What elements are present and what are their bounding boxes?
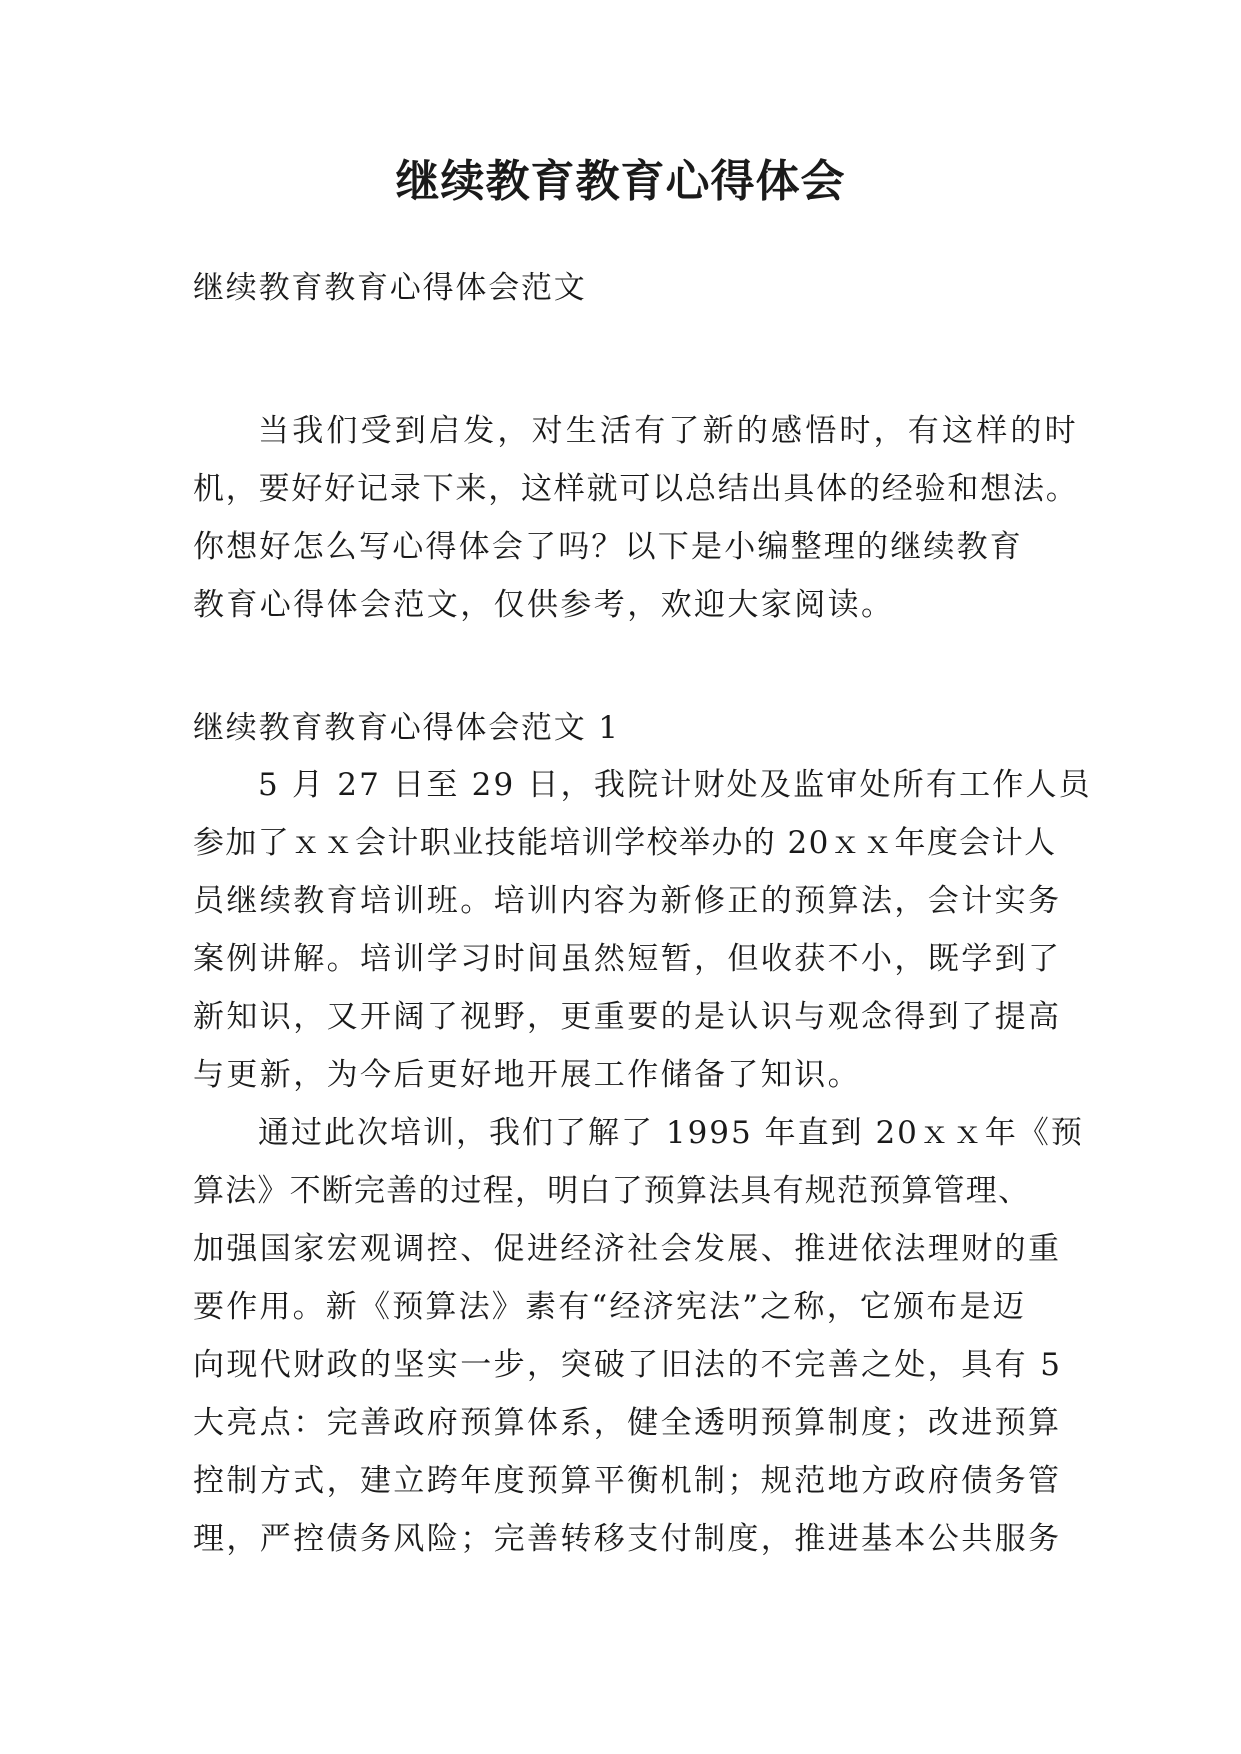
- paragraph-line: 参加了ｘｘ会计职业技能培训学校举办的 20ｘｘ年度会计人: [193, 825, 1057, 861]
- intro-line: 教育心得体会范文，仅供参考，欢迎大家阅读。: [193, 587, 895, 623]
- paragraph-line: 要作用。新《预算法》素有“经济宪法”之称，它颁布是迈: [193, 1289, 1026, 1325]
- paragraph-line: 大亮点：完善政府预算体系，健全透明预算制度；改进预算: [193, 1405, 1062, 1441]
- paragraph-line: 向现代财政的坚实一步，突破了旧法的不完善之处，具有 5: [193, 1347, 1063, 1383]
- document-title: 继续教育教育心得体会: [395, 156, 846, 207]
- intro-line: 当我们受到启发，对生活有了新的感悟时，有这样的时: [258, 413, 1079, 449]
- paragraph-line: 与更新，为今后更好地开展工作储备了知识。: [193, 1057, 861, 1093]
- paragraph-line: 通过此次培训，我们了解了 1995 年直到 20ｘｘ年《预: [258, 1115, 1084, 1151]
- paragraph-line: 加强国家宏观调控、促进经济社会发展、推进依法理财的重: [193, 1231, 1062, 1267]
- paragraph-line: 员继续教育培训班。培训内容为新修正的预算法，会计实务: [193, 883, 1062, 919]
- section-heading: 继续教育教育心得体会范文 1: [193, 710, 620, 746]
- paragraph-line: 算法》不断完善的过程，明白了预算法具有规范预算管理、: [193, 1173, 1031, 1209]
- paragraph-line: 理，严控债务风险；完善转移支付制度，推进基本公共服务: [193, 1521, 1062, 1557]
- paragraph-line: 5 月 27 日至 29 日，我院计财处及监审处所有工作人员: [258, 767, 1092, 803]
- paragraph-line: 案例讲解。培训学习时间虽然短暂，但收获不小，既学到了: [193, 941, 1062, 977]
- paragraph-line: 新知识，又开阔了视野，更重要的是认识与观念得到了提高: [193, 999, 1062, 1035]
- intro-line: 机，要好好记录下来，这样就可以总结出具体的经验和想法。: [193, 471, 1079, 507]
- paragraph-line: 控制方式，建立跨年度预算平衡机制；规范地方政府债务管: [193, 1463, 1062, 1499]
- document-subtitle: 继续教育教育心得体会范文: [193, 270, 587, 306]
- intro-line: 你想好怎么写心得体会了吗？以下是小编整理的继续教育: [193, 529, 1023, 565]
